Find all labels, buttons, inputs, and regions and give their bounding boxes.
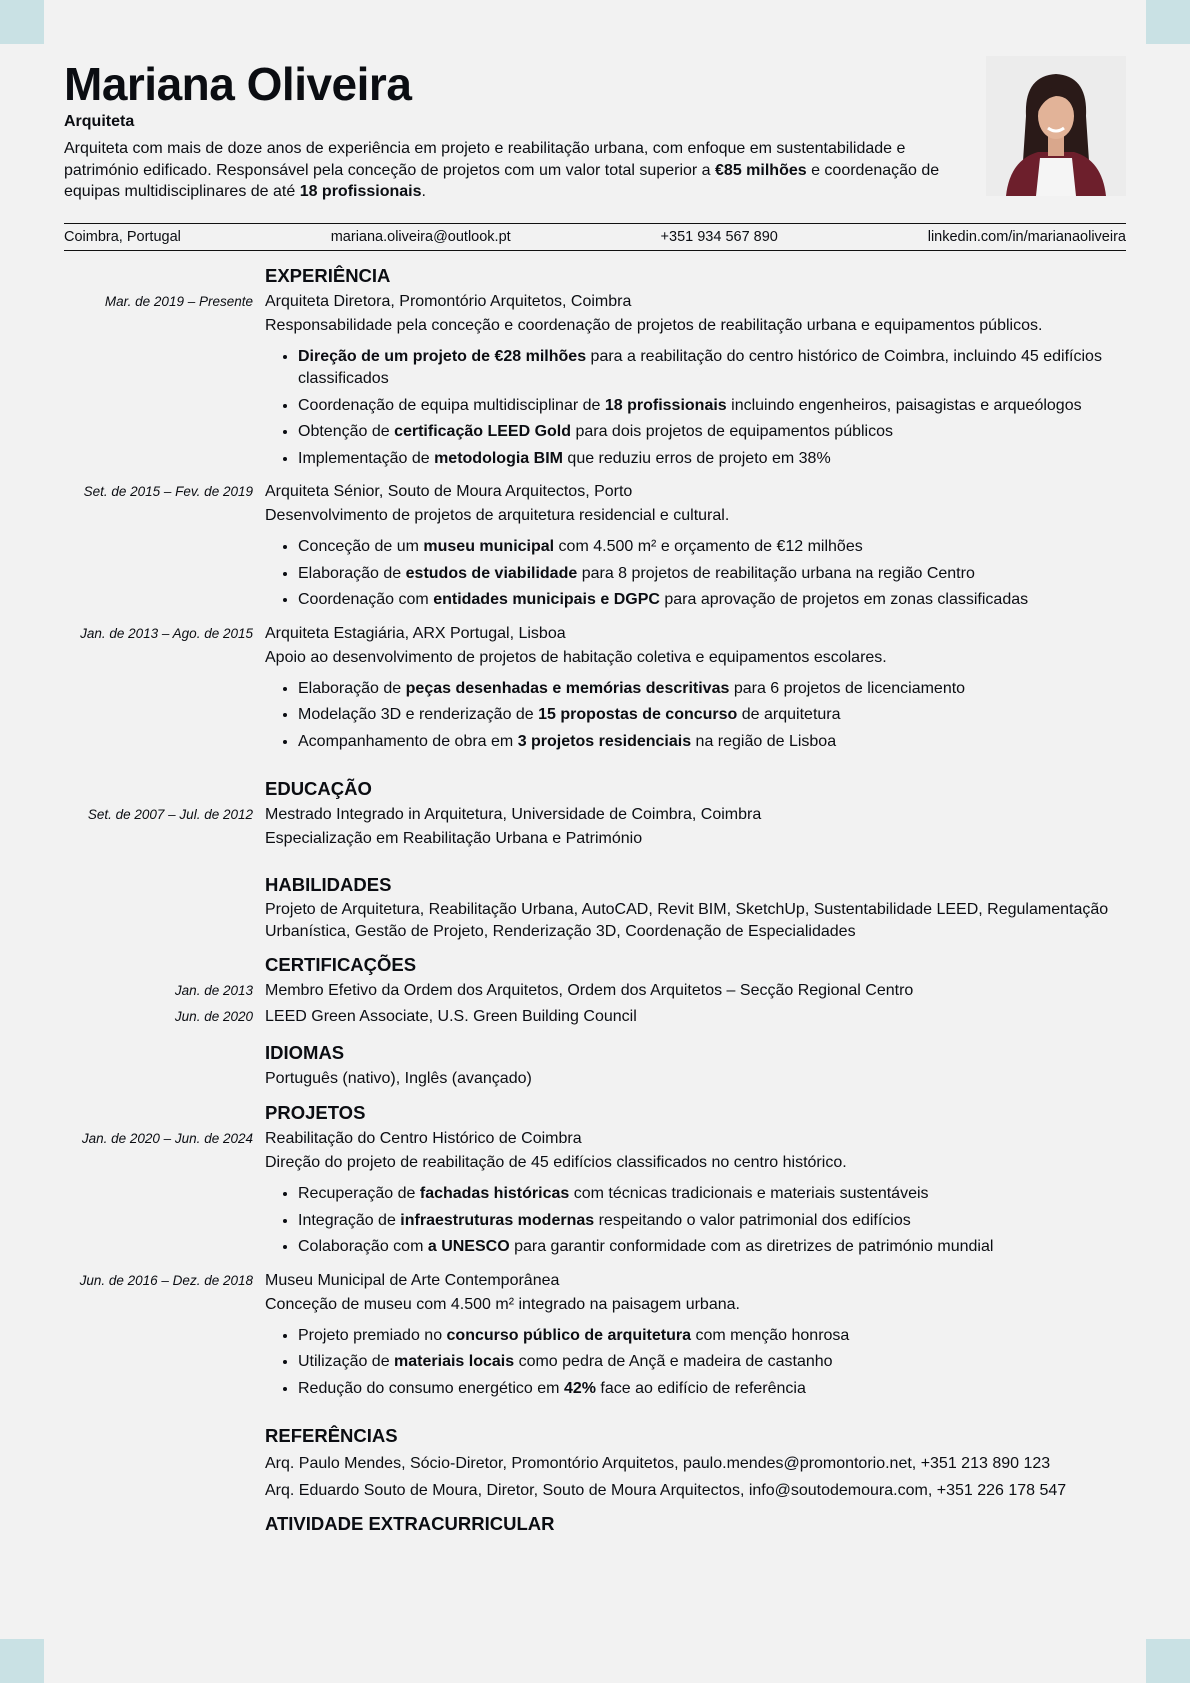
section-title-references: REFERÊNCIAS [265,1425,398,1446]
list-item [298,731,1126,753]
profile-summary [64,138,964,203]
text-segment: para aprovação de projetos em zonas classificadas [659,591,1029,608]
emphasis-text: museu municipal [423,538,555,555]
experience-entry [64,480,1126,616]
list-item [298,536,1126,558]
text-segment: Recuperação de [298,1185,420,1202]
text-segment: Utilização de [298,1353,395,1370]
project-title: Museu Municipal de Arte Contemporânea [265,1271,560,1289]
list-item [298,678,1126,700]
certification-entry [64,1005,1126,1029]
emphasis-text: 18 profissionais [299,183,422,200]
corner-accent-bottom-left [0,1639,44,1683]
reference-item: Arq. Eduardo Souto de Moura, Diretor, Souto de Moura Arquitectos, info@soutodemoura.com, +351 226 178 547 [265,1482,1067,1499]
certification-date: Jun. de 2020 [174,1009,253,1024]
emphasis-text: 42% [563,1379,596,1397]
contact-location: Coimbra, Portugal [64,229,181,245]
text-segment: que reduziu erros de projeto em 38% [562,449,831,467]
emphasis-text: metodologia BIM [434,449,563,467]
text-segment: e coordenação de equipas multidisciplinares de até [64,161,940,200]
list-item [298,1378,1126,1400]
experience-bullets [265,346,1126,470]
emphasis-text: entidades municipais e DGPC [433,591,660,608]
text-segment: para garantir conformidade com as diretrizes de património mundial [509,1238,994,1255]
section-title-skills: HABILIDADES [265,874,392,895]
experience-dates: Jan. de 2013 – Ago. de 2015 [80,625,253,641]
education-degree: Mestrado Integrado in Arquitetura, Universidade de Coimbra, Coimbra [265,806,762,823]
references-list [64,1450,1126,1504]
contact-phone[interactable]: +351 934 567 890 [660,229,778,245]
text-segment: para 6 projetos de licenciamento [729,679,966,697]
skills-text: Projeto de Arquitetura, Reabilitação Urbana, AutoCAD, Revit BIM, SketchUp, Sustentabilidade LEED, Regulamentação Urbanística, Gestão de Projeto, Renderização 3D, Coordenação de Especialidades [265,901,1109,940]
education-dates: Set. de 2007 – Jul. de 2012 [87,807,253,822]
text-segment: de arquitetura [737,706,841,723]
profile-photo-image [986,56,1126,196]
project-entry [64,1127,1126,1263]
emphasis-text: certificação LEED Gold [394,423,572,440]
text-segment: com 4.500 m² e orçamento de €12 milhões [554,538,863,555]
text-segment: Coordenação de equipa multidisciplinar de [298,396,605,414]
text-segment: Arquiteta com mais de doze anos de experiência em projeto e reabilitação urbana, com enfoque em sustentabilidade e património edificado. Responsável pela conceção de projetos com um valor total superior a [64,140,906,179]
project-description: Conceção de museu com 4.500 m² integrado na paisagem urbana. [265,1295,740,1313]
emphasis-text: peças desenhadas e memórias descritivas [405,679,730,697]
text-segment: Integração de [298,1211,401,1229]
contact-bar [64,223,1126,251]
project-dates: Jan. de 2020 – Jun. de 2024 [81,1131,253,1146]
candidate-name: Mariana Oliveira [64,58,412,110]
experience-bullets [265,536,1126,611]
emphasis-text: 15 propostas de concurso [538,706,738,723]
section-title-projects: PROJETOS [265,1102,366,1123]
certification-entry [64,979,1126,1003]
resume-body [64,262,1126,1538]
experience-title: Arquiteta Diretora, Promontório Arquitetos, Coimbra [265,293,632,310]
experience-title: Arquiteta Sénior, Souto de Moura Arquitectos, Porto [265,483,633,500]
experience-entry [64,622,1126,758]
list-item [298,346,1126,390]
experience-description: Desenvolvimento de projetos de arquitetura residencial e cultural. [265,507,730,524]
text-segment: Colaboração com [298,1238,428,1255]
resume-header [64,52,1126,202]
experience-entry [64,290,1126,474]
text-segment: Modelação 3D e renderização de [298,706,539,723]
emphasis-text: estudos de viabilidade [405,564,578,582]
corner-accent-bottom-right [1146,1639,1190,1683]
text-segment: . [421,183,426,200]
text-segment: para 8 projetos de reabilitação urbana na região Centro [577,564,975,582]
list-item [298,421,1126,443]
project-entry [64,1269,1126,1405]
text-segment: respeitando o valor patrimonial dos edifícios [594,1211,911,1229]
corner-accent-top-left [0,0,44,44]
experience-list [64,290,1126,757]
education-entry [64,803,1126,851]
corner-accent-top-right [1146,0,1190,44]
certification-date: Jan. de 2013 [174,983,253,998]
project-dates: Jun. de 2016 – Dez. de 2018 [79,1272,253,1288]
emphasis-text: concurso público de arquitetura [446,1326,692,1344]
list-item [298,1236,1126,1258]
text-segment: na região de Lisboa [691,732,837,750]
emphasis-text: 3 projetos residenciais [517,732,692,750]
text-segment: com técnicas tradicionais e materiais sustentáveis [569,1185,929,1202]
text-segment: face ao edifício de referência [595,1379,806,1397]
experience-bullets [265,678,1126,753]
text-segment: como pedra de Ançã e madeira de castanho [514,1353,833,1370]
text-segment: Redução do consumo energético em [298,1379,564,1397]
contact-email[interactable]: mariana.oliveira@outlook.pt [330,229,511,245]
text-segment: Obtenção de [298,423,395,440]
list-item [298,1351,1126,1373]
contact-linkedin[interactable]: linkedin.com/in/marianaoliveira [927,229,1126,245]
list-item [298,1183,1126,1205]
text-segment: Implementação de [298,449,435,467]
project-bullets [265,1183,1126,1258]
list-item [298,1210,1126,1232]
text-segment: Conceção de um [298,538,424,555]
list-item [298,589,1126,611]
emphasis-text: a UNESCO [427,1238,510,1255]
experience-description: Responsabilidade pela conceção e coordenação de projetos de reabilitação urbana e equipamentos públicos. [265,317,1043,334]
text-segment: com menção honrosa [691,1326,850,1344]
project-bullets [265,1325,1126,1400]
experience-dates: Set. de 2015 – Fev. de 2019 [83,484,253,499]
experience-title: Arquiteta Estagiária, ARX Portugal, Lisboa [265,624,566,642]
emphasis-text: €85 milhões [715,161,807,179]
list-item [298,704,1126,726]
emphasis-text: materiais locais [394,1353,515,1370]
languages-text: Português (nativo), Inglês (avançado) [265,1070,532,1087]
text-segment: Acompanhamento de obra em [298,732,518,750]
text-segment: Elaboração de [298,679,406,697]
text-segment: para dois projetos de equipamentos públicos [571,423,893,440]
section-title-languages: IDIOMAS [265,1042,345,1063]
section-title-certifications: CERTIFICAÇÕES [265,954,417,975]
section-title-education: EDUCAÇÃO [265,778,372,799]
projects-list [64,1127,1126,1404]
reference-item: Arq. Paulo Mendes, Sócio-Diretor, Promontório Arquitetos, paulo.mendes@promontorio.net, +351 213 890 123 [265,1455,1051,1472]
section-title-extracurricular: ATIVIDADE EXTRACURRICULAR [265,1513,555,1534]
section-title-experience: EXPERIÊNCIA [265,265,391,286]
text-segment: Projeto premiado no [298,1326,447,1344]
certifications-list [64,979,1126,1029]
experience-description: Apoio ao desenvolvimento de projetos de habitação coletiva e equipamentos escolares. [265,648,887,666]
text-segment: Elaboração de [298,564,406,582]
text-segment: Coordenação com [298,591,434,608]
text-segment: incluindo engenheiros, paisagistas e arqueólogos [726,396,1082,414]
project-description: Direção do projeto de reabilitação de 45 edifícios classificados no centro histórico. [265,1154,847,1171]
education-specialization: Especialização em Reabilitação Urbana e Património [265,830,643,847]
emphasis-text: fachadas históricas [419,1185,570,1202]
list-item [298,1325,1126,1347]
certification-text: LEED Green Associate, U.S. Green Building Council [265,1008,637,1025]
text-segment: para a reabilitação do centro histórico de Coimbra, incluindo 45 edifícios classificados [298,348,1102,387]
project-title: Reabilitação do Centro Histórico de Coimbra [265,1130,582,1147]
profile-photo [986,56,1126,196]
job-title: Arquiteta [64,113,135,130]
emphasis-text: 18 profissionais [604,396,727,414]
list-item [298,395,1126,417]
experience-dates: Mar. de 2019 – Presente [104,294,253,309]
emphasis-text: Direção de um projeto de €28 milhões [298,348,587,365]
list-item [298,563,1126,585]
list-item [298,448,1126,470]
certification-text: Membro Efetivo da Ordem dos Arquitetos, Ordem dos Arquitetos – Secção Regional Centro [265,982,914,999]
emphasis-text: infraestruturas modernas [400,1211,595,1229]
